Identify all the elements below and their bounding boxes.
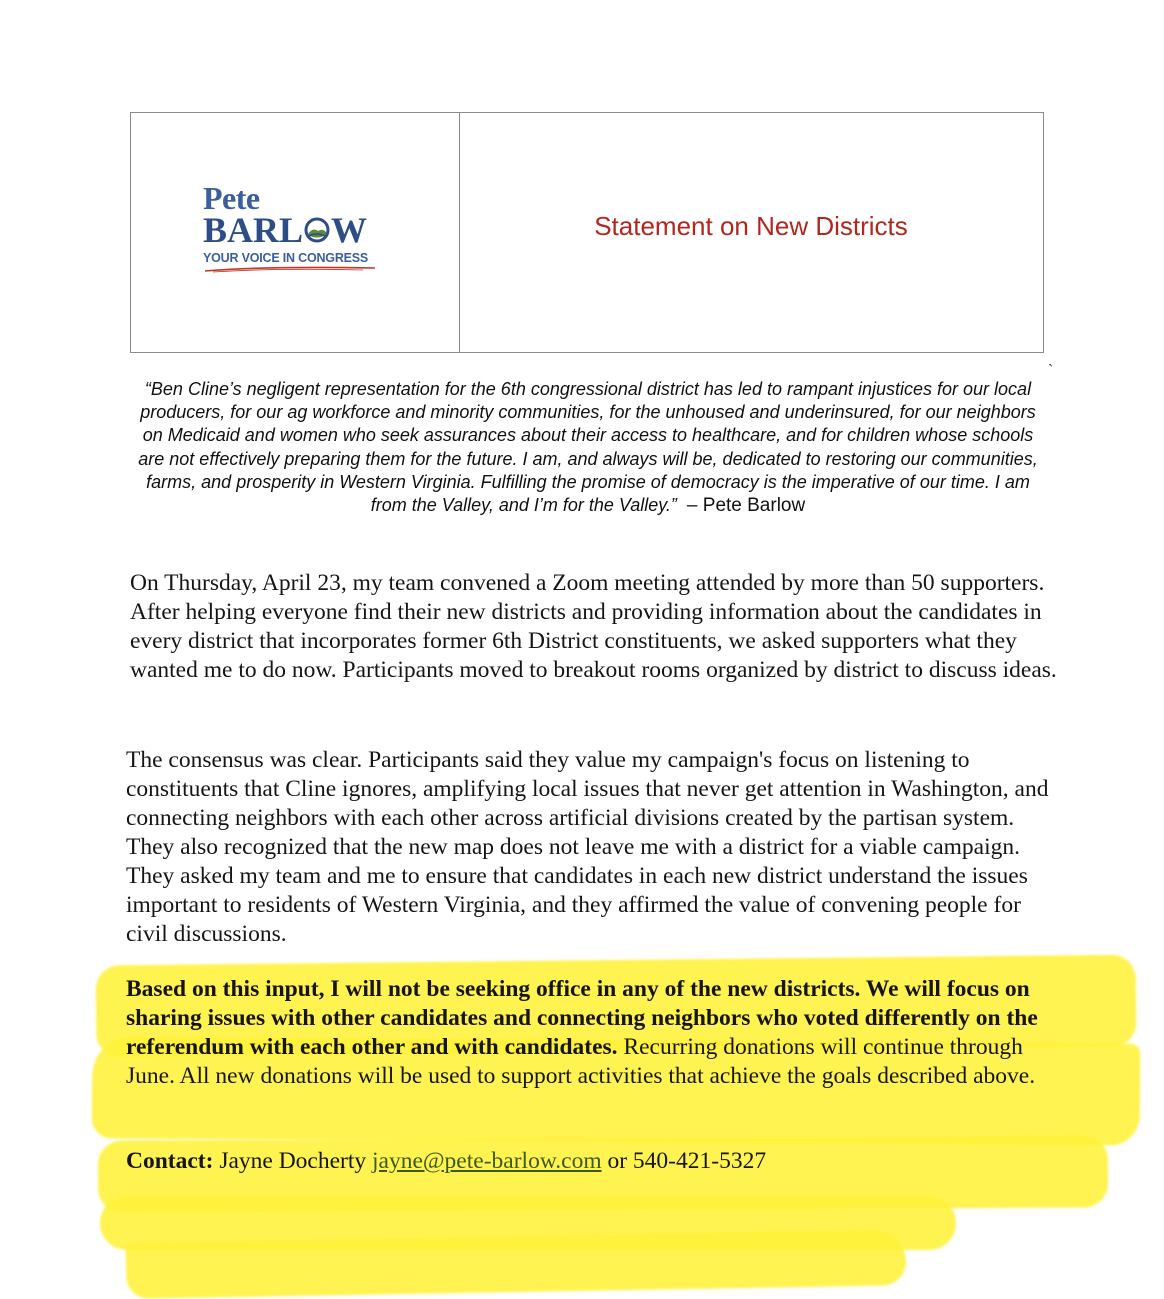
contact-phone: 540-421-5327 <box>632 1148 767 1174</box>
donations-text: Recurring donations will continue through June. All new donations will be used to support activities that achieve the goals described above. <box>126 1034 1036 1089</box>
logo-first-name: Pete <box>203 180 260 216</box>
contact-label: Contact: <box>126 1148 214 1174</box>
contact-line <box>126 1147 766 1176</box>
decision-bold-text: Based on this input, I will not be seeking office in any of the new districts. We will focus on sharing issues with other candidates and connecting neighbors who voted differently on the referendum with each other and with candidates. <box>126 976 1038 1060</box>
contact-name: Jayne Docherty <box>219 1148 367 1174</box>
contact-email-link[interactable]: jayne@pete-barlow.com <box>372 1148 602 1174</box>
quote-attribution: – Pete Barlow <box>686 495 806 517</box>
landscape-circle-icon <box>304 217 330 243</box>
paragraph-decision <box>126 975 1072 1091</box>
paragraph-consensus: The consensus was clear. Participants said they value my campaign's focus on listening to constituents that Cline ignores, amplifying local issues that never get attention in Washington, and connecting neighbors with each other across artificial divisions created by the partisan system. They also recognized that the new map does not leave me with a district for a viable campaign. They asked my team and me to ensure that candidates in each new district understand the issues important to residents of Western Virginia, and they affirmed the value of convening people for civil discussions. <box>126 747 1049 947</box>
contact-separator: or <box>607 1148 628 1174</box>
stray-mark: ` <box>1048 362 1054 379</box>
logo-last-name <box>203 210 377 250</box>
logo-last-name-start: BARL <box>203 210 304 250</box>
statement-title: Statement on New Districts <box>594 211 908 241</box>
header-table <box>130 112 1044 353</box>
swoosh-icon <box>203 265 377 273</box>
candidate-quote <box>128 378 1048 517</box>
quote-text: “Ben Cline’s negligent representation for the 6th congressional district has led to rampant injustices for our local producers, for our ag workforce and minority communities, for the unhoused and underinsured, for our neighbors on Medicaid and women who seek assurances about their access to healthcare, and for children whose schools are not effectively preparing them for the future. I am, and always will be, dedicated to restoring our communities, farms, and prosperity in Western Virginia. Fulfilling the promise of democracy is the imperative of our time. I am from the Valley, and I’m for the Valley.” <box>138 379 1038 516</box>
paragraph-meeting: On Thursday, April 23, my team convened a Zoom meeting attended by more than 50 supporters. After helping everyone find their new districts and providing information about the candidates in every district that incorporates former 6th District constituents, we asked supporters what they wanted me to do now. Participants moved to breakout rooms organized by district to discuss ideas. <box>130 570 1057 683</box>
logo-last-name-end: W <box>331 210 368 250</box>
campaign-logo <box>203 180 377 273</box>
logo-tagline: YOUR VOICE IN CONGRESS <box>203 251 369 265</box>
